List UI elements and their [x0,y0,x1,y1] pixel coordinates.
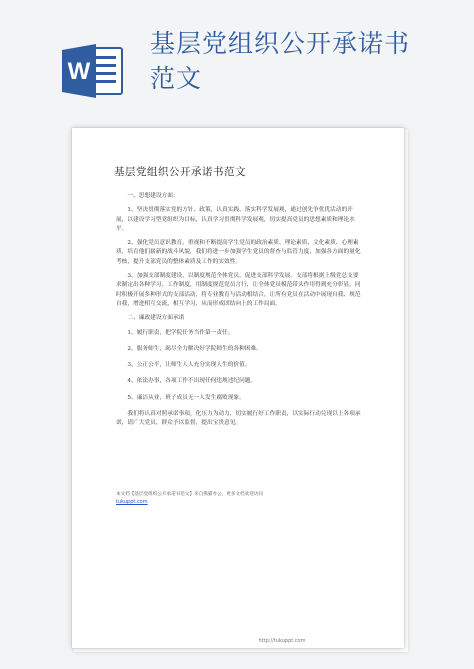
page-title-line-1: 基层党组织公开承诺书 [150,29,411,58]
body-paragraph: 1、坚决贯彻落实党的方针、政策，认真实践、落实科学发展观，通过创先争优优活动的开展，以建设学习型党组织为目标，认真学习贯彻科学发展观，切实提高党员的思想素质和理论水平。 [116,207,355,232]
document-footer-note: 本文档【基层党组织公开承诺书范文】来自熊猫办公，更多文档欢迎访问 [116,492,264,497]
logo-letter: W [67,58,91,85]
commitment-item: 3、公正公平，让师生人人充分实现人生的价值。 [127,362,251,369]
commitment-item: 4、依法办事，各项工作不出现任何违规违纪问题。 [127,378,257,385]
body-paragraph: 3、加强支部制度建设，以制度规范全体党员，促进支部科学发展。支部将根据上级党总支要求制定出各种学习、工作制度，用制度规范党员言行，让全体党员模范带头作用得到充分彰显，同时积极开展多种形式的支部活动，将专业教育与活动相结合，让所有党员在活动中展现自我、规范自我，增进相互交流、相互学习，从而形成团结向上的工作局面。 [116,273,361,307]
page-header [0,0,474,110]
document-page [72,128,404,648]
commitment-item: 1、履行职责，把学院任务当作第一责任。 [127,329,234,336]
body-paragraph: 2、强化党员意识教育，重视和不断提高学生党员的政治素质、理论素质、文化素质、心理素质，培育他们崭新的战斗风貌，我们将进一步加强学生党员的督查与监管力度，加强各方面的量化考核，提升支部党员的整体素质及工作的实效性。 [116,240,361,265]
bottom-url: http://tukuppt.com [258,638,306,644]
word-icon [62,42,124,100]
section-heading: 一、思想建设方面： [127,193,179,199]
page-title-line-2: 范文 [150,64,203,93]
commitment-item: 5、廉洁从业，班子成员无一人发生腐败现象。 [127,394,245,401]
page-title [150,26,450,96]
commitment-item: 2、服务师生，竭尽全力解决好学院师生的各种困难。 [127,345,262,352]
document-title: 基层党组织公开承诺书范文 [114,166,246,178]
document-body [116,192,363,434]
document-footer-link[interactable]: tukuppt.com [116,499,148,505]
section-heading: 二、廉政建设方面承诺 [127,315,185,322]
body-paragraph: 我们将认真对照承诺事项，化压力为动力，切实履行好工作职责，以实际行动兑现以上各项承诺，请广大党员、群众予以监督，提出宝贵意见。 [116,411,361,427]
